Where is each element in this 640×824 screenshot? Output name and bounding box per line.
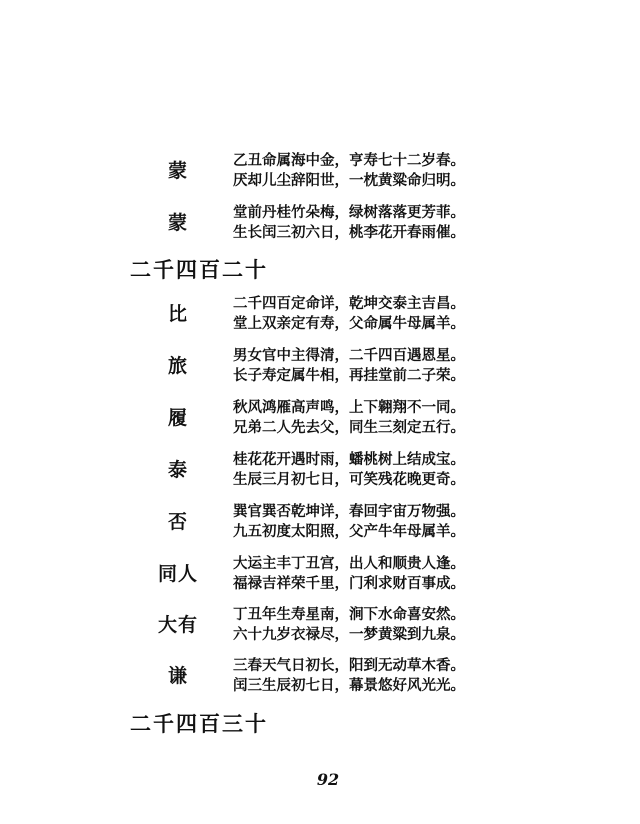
hexagram-name: 大有 <box>157 614 198 636</box>
verse <box>233 151 465 191</box>
hexagram-name: 蒙 <box>167 160 188 182</box>
page-number: 92 <box>316 770 340 789</box>
verse-line: 二千四百定命详，乾坤交泰主吉昌。 <box>233 295 465 312</box>
hexagram-name: 谦 <box>167 665 188 687</box>
hexagram-name: 比 <box>167 303 188 325</box>
verse-line: 六十九岁衣禄尽，一梦黄粱到九泉。 <box>233 626 465 643</box>
hexagram-name: 旅 <box>167 355 188 377</box>
fortune-entry <box>0 605 640 645</box>
fortune-entry <box>0 398 640 438</box>
verse-line: 乙丑命属海中金，亨寿七十二岁春。 <box>233 152 465 169</box>
hexagram-name: 泰 <box>167 459 188 481</box>
fortune-entry <box>0 554 640 594</box>
verse <box>233 398 465 438</box>
verse-line: 堂前丹桂竹朵梅，绿树落落更芳菲。 <box>233 204 465 221</box>
section-heading: 二千四百二十 <box>130 257 268 282</box>
verse-line: 福禄吉祥荣千里，门利求财百事成。 <box>233 575 465 592</box>
verse-line: 九五初度太阳照，父产牛年母属羊。 <box>233 523 465 540</box>
verse-line: 秋风鸿雁高声鸣，上下翱翔不一同。 <box>233 399 465 416</box>
fortune-entry <box>0 450 640 490</box>
verse-line: 兄弟二人先去父，同生三刻定五行。 <box>233 419 465 436</box>
fortune-entry <box>0 346 640 386</box>
hexagram-name: 否 <box>167 511 188 533</box>
verse <box>233 605 465 645</box>
verse <box>233 656 465 696</box>
verse <box>233 554 465 594</box>
hexagram-name: 履 <box>167 407 188 429</box>
hexagram-name: 同人 <box>157 563 198 585</box>
section-heading: 二千四百三十 <box>130 711 268 736</box>
verse-line: 男女官中主得清，二千四百遇恩星。 <box>233 347 465 364</box>
verse-line: 生长闰三初六日，桃李花开春雨催。 <box>233 224 465 241</box>
verse-line: 桂花花开遇时雨，蟠桃树上结成宝。 <box>233 451 465 468</box>
verse-line: 丁丑年生寿星南，涧下水命喜安然。 <box>233 606 465 623</box>
verse-line: 厌却儿尘辞阳世，一枕黄粱命归明。 <box>233 172 465 189</box>
verse-line: 长子寿定属牛相，再挂堂前二子荣。 <box>233 367 465 384</box>
verse <box>233 203 465 243</box>
verse <box>233 346 465 386</box>
fortune-entry <box>0 502 640 542</box>
verse-line: 三春天气日初长，阳到无动草木香。 <box>233 657 465 674</box>
verse-line: 堂上双亲定有寿，父命属牛母属羊。 <box>233 315 465 332</box>
verse <box>233 450 465 490</box>
verse <box>233 502 465 542</box>
verse-line: 闰三生辰初七日，幕景悠好风光光。 <box>233 677 465 694</box>
verse-line: 生辰三月初七日，可笑残花晚更奇。 <box>233 471 465 488</box>
fortune-entry <box>0 203 640 243</box>
verse <box>233 294 465 334</box>
fortune-entry <box>0 151 640 191</box>
hexagram-name: 蒙 <box>167 212 188 234</box>
verse-line: 大运主丰丁丑宫，出人和顺贵人逢。 <box>233 555 465 572</box>
fortune-entry <box>0 656 640 696</box>
fortune-entry <box>0 294 640 334</box>
verse-line: 巽官巽否乾坤详，春回宇宙万物强。 <box>233 503 465 520</box>
